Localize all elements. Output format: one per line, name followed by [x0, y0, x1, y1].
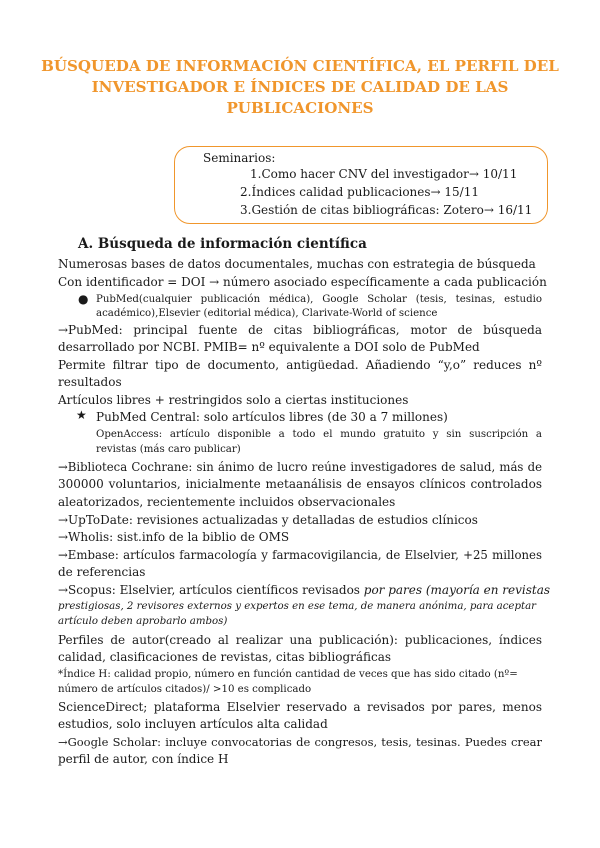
- star-text: OpenAccess: artículo disponible a todo el mundo gratuito y sin suscripción a: [96, 429, 542, 440]
- title-line: PUBLICACIONES: [226, 99, 374, 117]
- text-line: número de artículos citados)/ >10 es complicado: [58, 684, 312, 695]
- text-line: artículo deben aprobarlo ambos): [58, 616, 228, 627]
- text-line: Permite filtrar tipo de documento, antigüedad. Añadiendo “y,o” reduces nº: [58, 358, 542, 372]
- text-line: Con identificador = DOI → número asociado específicamente a cada publicación: [58, 275, 547, 289]
- bullet-text: PubMed(cualquier publicación médica), Google Scholar (tesis, tesinas, estudio: [96, 294, 542, 305]
- text-line: aleatorizados, recientemente incluidos observacionales: [58, 495, 396, 509]
- text-line: →Embase: artículos farmacología y farmacovigilancia, de Elselvier, +25 millones: [58, 548, 542, 562]
- text-line: 300000 voluntarios, inicialmente metaanálisis de ensayos clínicos controlados: [58, 477, 542, 491]
- seminar-item: 1.Como hacer CNV del investigador→ 10/11: [250, 167, 518, 181]
- text-line: *Índice H: calidad propio, número en función cantidad de veces que has sido citado (nº=: [58, 669, 518, 680]
- text-line: calidad, clasificaciones de revistas, citas bibliográficas: [58, 650, 392, 664]
- text-line: Artículos libres + restringidos solo a ciertas instituciones: [58, 393, 409, 407]
- bullet-dot-icon: ●: [78, 292, 89, 306]
- text-line: estudios, solo incluyen artículos alta calidad: [58, 717, 328, 731]
- star-text: PubMed Central: solo artículos libres (de 30 a 7 millones): [96, 410, 448, 424]
- text-line: →PubMed: principal fuente de citas bibliográficas, motor de búsqueda: [58, 323, 542, 337]
- text-line: →UpToDate: revisiones actualizadas y detalladas de estudios clínicos: [58, 513, 478, 527]
- text-line: Perfiles de autor(creado al realizar una publicación): publicaciones, índices: [58, 633, 542, 647]
- text-line: perfil de autor, con índice H: [58, 752, 229, 766]
- text-line: [58, 582, 550, 599]
- text-line: →Wholis: sist.info de la biblio de OMS: [58, 530, 290, 544]
- star-icon: ★: [76, 408, 87, 422]
- text-line: prestigiosas, 2 revisores externos y expertos en ese tema, de manera anónima, para aceptar: [58, 601, 537, 612]
- text-line: ScienceDirect; plataforma Elselvier reservado a revisados por pares, menos: [58, 700, 542, 714]
- text-line: desarrollado por NCBI. PMIB= nº equivalente a DOI solo de PubMed: [58, 340, 480, 354]
- seminar-item: 3.Gestión de citas bibliográficas: Zotero→ 16/11: [240, 203, 533, 217]
- seminar-item: 2.Índices calidad publicaciones→ 15/11: [240, 185, 479, 199]
- document-title: [40, 56, 560, 119]
- text-line: resultados: [58, 375, 122, 389]
- text-span: →Scopus: Elselvier, artículos científicos revisados: [58, 583, 364, 597]
- title-line: BÚSQUEDA DE INFORMACIÓN CIENTÍFICA, EL PERFIL DEL: [41, 57, 559, 75]
- bullet-text: académico),Elsevier (editorial médica), Clarivate-World of science: [96, 308, 438, 319]
- text-line: de referencias: [58, 565, 146, 579]
- text-line: Numerosas bases de datos documentales, muchas con estrategia de búsqueda: [58, 257, 536, 271]
- section-heading: A. Búsqueda de información científica: [78, 236, 367, 252]
- text-line: →Biblioteca Cochrane: sin ánimo de lucro reúne investigadores de salud, más de: [58, 460, 542, 474]
- text-line: →Google Scholar: incluye convocatorias de congresos, tesis, tesinas. Puedes crear: [58, 735, 542, 749]
- emphasis-span: por pares (mayoría en revistas: [363, 583, 551, 597]
- seminars-label: Seminarios:: [203, 151, 276, 165]
- star-text: revistas (más caro publicar): [96, 444, 241, 455]
- title-line: INVESTIGADOR E ÍNDICES DE CALIDAD DE LAS: [91, 78, 509, 96]
